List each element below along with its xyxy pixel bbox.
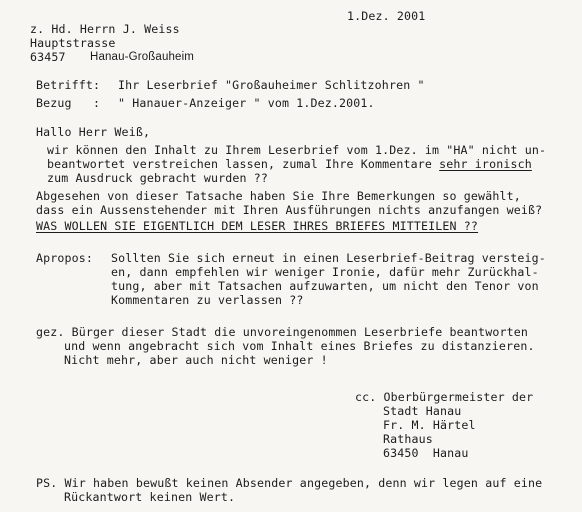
ps-line-2: Rückantwort keinen Wert. bbox=[64, 490, 236, 504]
underlined-phrase: sehr ironisch bbox=[439, 157, 532, 171]
ps-line-1: PS. Wir haben bewußt keinen Absender angegeben, denn wir legen auf eine bbox=[36, 476, 543, 490]
para1-line-2: beantwortet verstreichen lassen, zumal Ihre Kommentare sehr ironisch bbox=[47, 157, 532, 171]
apropos-line-4: Kommentaren zu verlassen ?? bbox=[111, 293, 304, 307]
apropos-line-2: en, dann empfehlen wir weniger Ironie, dafür mehr Zurückhal- bbox=[111, 265, 539, 279]
letter-date: 1.Dez. 2001 bbox=[347, 9, 426, 23]
para2-line-1: Abgesehen von dieser Tatsache haben Sie Ihre Bemerkungen so gewählt, bbox=[36, 189, 521, 203]
signature-line-1: gez. Bürger dieser Stadt die unvoreingenommen Leserbriefe beantworten bbox=[36, 325, 528, 339]
cc-line-3: Fr. M. Härtel bbox=[383, 418, 476, 432]
recipient-postcode: 63457 bbox=[30, 50, 66, 64]
para1-line-1: wir können den Inhalt zu Ihrem Leserbrief vom 1.Dez. im "HA" nicht un- bbox=[47, 143, 547, 157]
bezug-text: " Hanauer-Anzeiger " vom 1.Dez.2001. bbox=[118, 96, 375, 110]
recipient-line-1: z. Hd. Herrn J. Weiss bbox=[30, 22, 180, 36]
betrifft-label: Betrifft: bbox=[36, 78, 101, 92]
para2-line-2: dass ein Aussenstehender mit Ihren Ausführungen nichts anzufangen weiß? bbox=[36, 203, 543, 217]
signature-line-2: und wenn angebracht sich vom Inhalt eines Briefes zu distanzieren. bbox=[64, 339, 535, 353]
betrifft-text: Ihr Leserbrief "Großauheimer Schlitzohren " bbox=[118, 78, 425, 92]
signature-line-3: Nicht mehr, aber auch nicht weniger ! bbox=[64, 353, 328, 367]
cc-line-2: Stadt Hanau bbox=[383, 404, 462, 418]
apropos-line-1: Sollten Sie sich erneut in einen Leserbrief-Beitrag versteig- bbox=[111, 251, 546, 265]
para2-line-3-caps: WAS WOLLEN SIE EIGENTLICH DEM LESER IHRES BRIEFES MITTEILEN ?? bbox=[36, 219, 479, 233]
recipient-city: Hanau-Großauheim bbox=[90, 51, 195, 63]
cc-line-5: 63450 Hanau bbox=[383, 446, 469, 460]
cc-line-1: cc. Oberbürgermeister der bbox=[355, 390, 534, 404]
para1-line-3: zum Ausdruck gebracht wurden ?? bbox=[47, 171, 269, 185]
greeting: Hallo Herr Weiß, bbox=[36, 125, 151, 139]
apropos-label: Apropos: bbox=[36, 251, 94, 265]
recipient-line-2: Hauptstrasse bbox=[30, 36, 116, 50]
apropos-line-3: tung, aber mit Tatsachen aufzuwarten, um nicht den Tenor von bbox=[111, 279, 539, 293]
cc-line-4: Rathaus bbox=[383, 432, 433, 446]
bezug-label: Bezug : bbox=[36, 96, 101, 110]
